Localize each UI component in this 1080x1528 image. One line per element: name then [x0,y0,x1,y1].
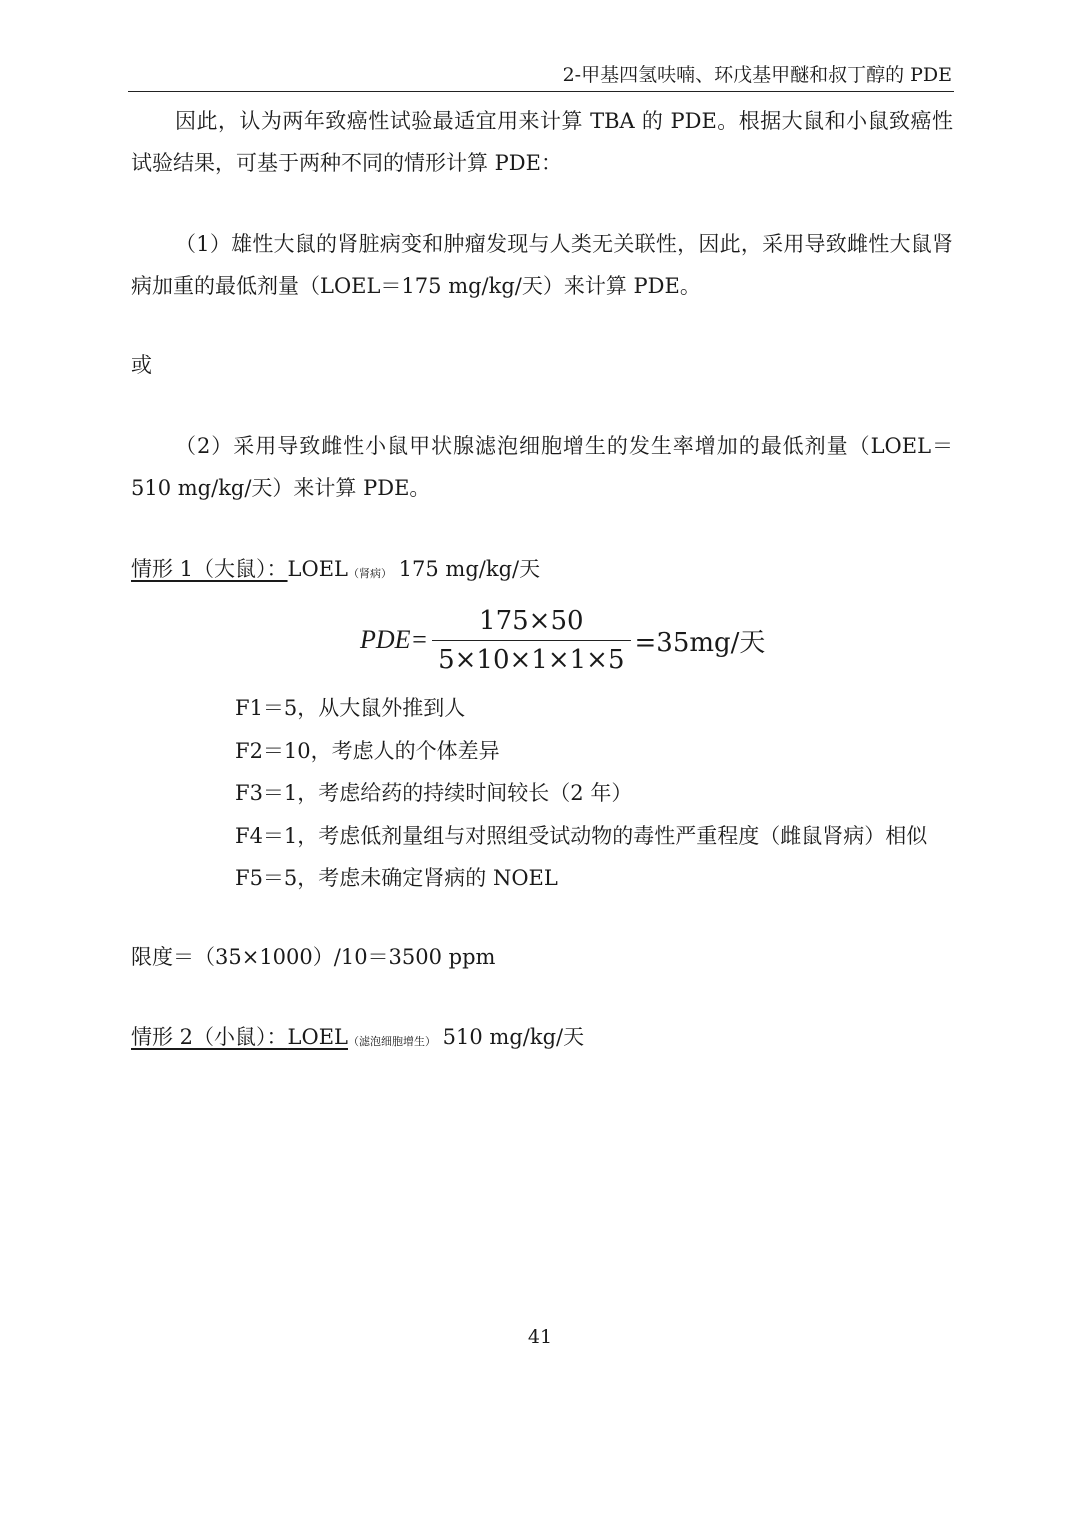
page-header-title: 2-甲基四氢呋喃、环戊基甲醚和叔丁醇的 PDE [562,64,952,86]
case-2-label: 情形 2（小鼠）： [131,1025,288,1049]
case-2-loel: LOEL [287,1025,348,1049]
paragraph-or: 或 [131,353,152,377]
case-2-subscript: （滤泡细胞增生） [347,1035,436,1048]
case-1-line [131,548,953,595]
formula-fraction [432,606,630,675]
case-1-subscript: （肾病） [347,567,392,580]
case-1-value: 175 mg/kg/天 [398,557,541,581]
factor-list [235,687,927,900]
formula-lhs: PDE= [360,625,429,654]
factor-item: F5＝5，考虑未确定肾病的 NOEL [235,866,558,890]
limit-line: 限度＝（35×1000）/10＝3500 ppm [131,945,496,969]
paragraph-case-1-description: （1）雄性大鼠的肾脏病变和肿瘤发现与人类无关联性，因此，采用导致雌性大鼠肾病加重的最低剂量（LOEL＝175 mg/kg/天）来计算 PDE。 [131,232,953,298]
page-number: 41 [527,1326,553,1348]
factor-item: F1＝5，从大鼠外推到人 [235,696,466,720]
case-2-line [131,1016,953,1063]
factor-item: F4＝1，考虑低剂量组与对照组受试动物的毒性严重程度（雌鼠肾病）相似 [235,823,928,848]
pde-formula [360,600,765,680]
case-2-value: 510 mg/kg/天 [442,1025,585,1049]
case-1-label: 情形 1（大鼠）： [131,557,288,581]
formula-result: =35mg/天 [634,627,766,658]
header-rule [128,91,954,92]
paragraph-intro: 因此，认为两年致癌性试验最适宜用来计算 TBA 的 PDE。根据大鼠和小鼠致癌性试验结果，可基于两种不同的情形计算 PDE： [131,109,953,175]
factor-item: F3＝1，考虑给药的持续时间较长（2 年） [235,781,633,805]
paragraph-case-2-description: （2）采用导致雌性小鼠甲状腺滤泡细胞增生的发生率增加的最低剂量（LOEL＝510 mg/kg/天）来计算 PDE。 [131,434,953,500]
factor-item: F2＝10，考虑人的个体差异 [235,738,500,763]
case-1-loel: LOEL [287,557,348,581]
formula-numerator: 175×50 [479,605,584,636]
formula-denominator: 5×10×1×1×5 [438,644,625,675]
